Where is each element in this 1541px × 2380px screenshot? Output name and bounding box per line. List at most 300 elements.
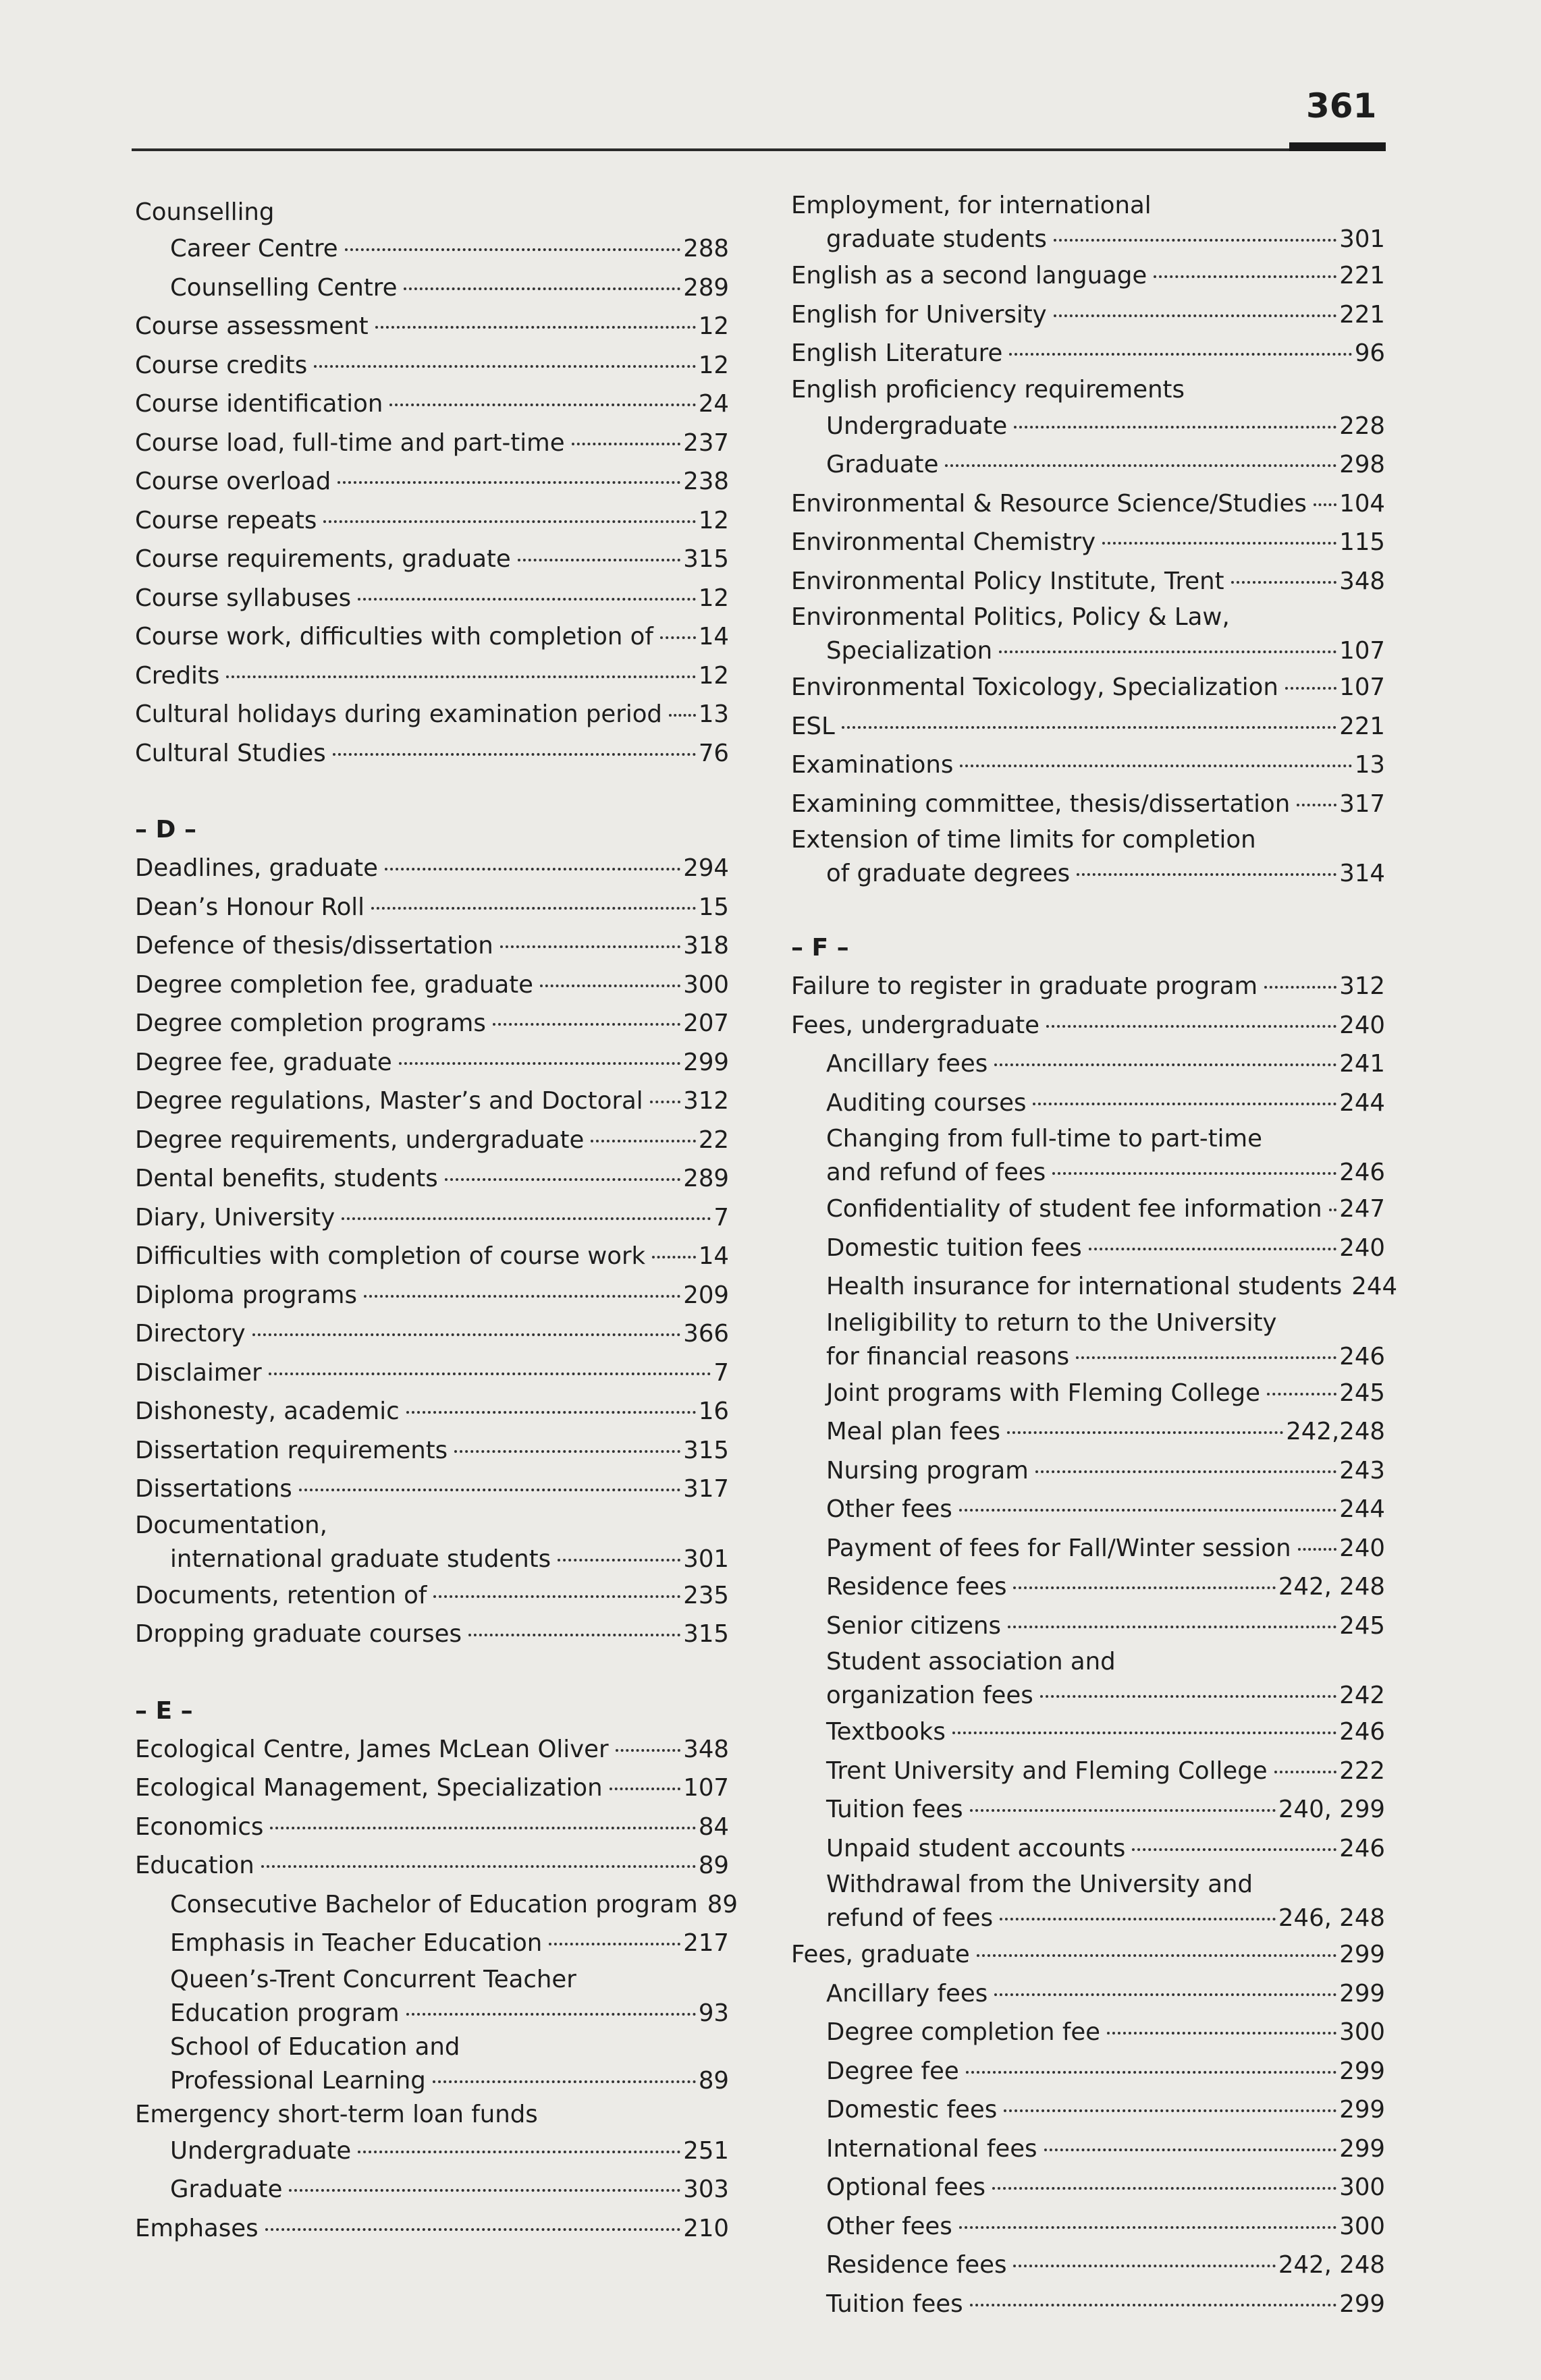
index-entry	[135, 1846, 729, 1885]
dot-leader	[406, 2013, 696, 2016]
index-page-ref: 221	[1339, 262, 1385, 289]
dot-leader	[261, 1865, 696, 1868]
index-entry	[791, 256, 1385, 296]
index-page-ref: 245	[1339, 1611, 1385, 1640]
index-term: Joint programs with Fleming College	[826, 1379, 1261, 1407]
index-term: Withdrawal from the University and	[826, 1871, 1253, 1898]
dot-leader	[1054, 314, 1337, 317]
dot-leader	[1077, 873, 1336, 876]
index-page-ref: 298	[1339, 451, 1385, 478]
index-page-ref: 93	[698, 1999, 729, 2027]
dot-leader	[994, 1063, 1336, 1066]
index-term: Course credits	[135, 351, 308, 379]
index-term: Environmental Politics, Policy & Law,	[791, 603, 1230, 631]
dot-leader	[1076, 1356, 1336, 1359]
dot-leader	[1035, 1470, 1336, 1473]
index-term: Tuition fees	[826, 1796, 963, 1823]
dot-leader	[1007, 1431, 1283, 1434]
index-term: Dean’s Honour Roll	[135, 893, 365, 921]
index-entry	[135, 695, 729, 734]
index-term: Counselling	[135, 198, 275, 226]
dot-leader	[468, 1634, 680, 1636]
dot-leader	[433, 2080, 696, 2083]
index-page-ref: 317	[683, 1475, 729, 1503]
index-entry	[135, 657, 729, 696]
index-term: Degree regulations, Master’s and Doctoral	[135, 1087, 643, 1115]
dot-leader	[1008, 1626, 1336, 1628]
index-page-ref: 242,248	[1286, 1418, 1385, 1445]
index-entry	[791, 562, 1385, 601]
dot-leader	[842, 726, 1336, 729]
index-entry	[791, 1713, 1385, 1752]
index-page-ref: 300	[1339, 2174, 1385, 2201]
index-term: English proficiency requirements	[791, 375, 1185, 404]
dot-leader	[1329, 1209, 1337, 1211]
index-term: Fees, undergraduate	[791, 1011, 1040, 1039]
index-entry	[135, 1392, 729, 1431]
dot-leader	[269, 1373, 711, 1375]
index-page-ref: 209	[683, 1281, 729, 1309]
index-term: English as a second language	[791, 262, 1147, 289]
index-entry	[135, 617, 729, 657]
index-page-ref: 299	[1339, 2096, 1385, 2124]
index-entry	[135, 1997, 729, 2030]
index-term: refund of fees	[826, 1904, 994, 1932]
index-term: Nursing program	[826, 1456, 1029, 1485]
dot-leader	[945, 464, 1336, 467]
index-term: School of Education and	[170, 2032, 460, 2061]
index-entry	[791, 1267, 1398, 1306]
index-entry	[791, 523, 1385, 562]
index-page-ref: 240	[1339, 1011, 1385, 1039]
index-entry	[135, 1615, 729, 1654]
index-term: Diary, University	[135, 1203, 335, 1231]
index-entry	[135, 540, 729, 579]
index-term: Environmental Toxicology, Specialization	[791, 673, 1278, 701]
index-term: Education program	[170, 1999, 400, 2027]
index-entry	[791, 1340, 1385, 1374]
index-entry	[791, 1752, 1385, 1791]
index-entry	[791, 334, 1385, 373]
index-page-ref: 222	[1339, 1756, 1385, 1785]
index-term: Student association and	[826, 1648, 1116, 1676]
index-entry	[135, 734, 729, 773]
index-page-ref: 243	[1339, 1456, 1385, 1485]
index-page-ref: 12	[698, 661, 729, 690]
index-term: Course load, full-time and part-time	[135, 428, 565, 457]
index-entry	[791, 1084, 1385, 1123]
dot-leader	[1132, 1848, 1336, 1851]
index-entry	[791, 1790, 1385, 1829]
index-term: Professional Learning	[170, 2066, 426, 2095]
index-page-ref: 300	[683, 970, 729, 999]
index-term: for financial reasons	[826, 1342, 1070, 1371]
dot-leader	[345, 248, 681, 251]
index-page-ref: 299	[1339, 2134, 1385, 2163]
index-page-ref: 300	[1339, 2212, 1385, 2240]
index-term: Changing from full-time to part-time	[826, 1125, 1262, 1153]
index-entry	[135, 2132, 729, 2171]
index-page-ref: 14	[698, 1242, 729, 1270]
index-page-ref: 244	[1351, 1273, 1398, 1300]
index-page-ref: 115	[1339, 528, 1385, 556]
dot-leader	[518, 559, 680, 561]
index-term: organization fees	[826, 1682, 1033, 1709]
index-page-ref: 247	[1339, 1195, 1385, 1223]
index-page-ref: 12	[698, 312, 729, 340]
index-entry	[135, 1043, 729, 1082]
index-term: Residence fees	[826, 2251, 1007, 2279]
index-page-ref: 299	[1339, 1941, 1385, 1968]
index-term: Domestic tuition fees	[826, 1234, 1082, 1262]
index-term: Dental benefits, students	[135, 1165, 438, 1192]
index-term: Course identification	[135, 390, 383, 418]
index-term: Ineligibility to return to the University	[826, 1308, 1277, 1337]
index-page-ref: 289	[683, 273, 729, 302]
index-entry	[135, 1576, 729, 1615]
index-entry	[135, 501, 729, 541]
index-page-ref: 22	[698, 1126, 729, 1154]
index-page-ref: 96	[1354, 339, 1385, 367]
index-page-ref: 251	[683, 2136, 729, 2165]
index-entry	[135, 888, 729, 927]
index-term: graduate students	[826, 225, 1047, 253]
index-entry	[135, 1237, 729, 1276]
index-page-ref: 245	[1339, 1379, 1385, 1407]
index-term: Deadlines, graduate	[135, 854, 379, 882]
index-page-ref: 242, 248	[1278, 1573, 1385, 1601]
index-term: Ecological Centre, James McLean Oliver	[135, 1735, 609, 1763]
dot-leader	[1107, 2032, 1336, 2035]
index-term: Difficulties with completion of course work	[135, 1242, 646, 1270]
index-page-ref: 238	[683, 468, 729, 495]
index-term: Consecutive Bachelor of Education program	[170, 1890, 698, 1918]
index-entry	[135, 1924, 729, 1963]
index-page-ref: 89	[698, 1852, 729, 1879]
dot-leader	[1033, 1103, 1336, 1105]
dot-leader	[1013, 2265, 1275, 2267]
index-term: Failure to register in graduate program	[791, 972, 1258, 1000]
index-term: Dropping graduate courses	[135, 1620, 462, 1648]
index-term: Payment of fees for Fall/Winter session	[826, 1534, 1291, 1562]
index-term: ESL	[791, 712, 835, 740]
dot-leader	[591, 1140, 695, 1142]
index-entry	[791, 1568, 1385, 1607]
index-entry	[791, 1679, 1385, 1713]
index-page-ref: 107	[1339, 673, 1385, 701]
index-term: Optional fees	[826, 2174, 986, 2201]
index-page-ref: 315	[683, 1436, 729, 1464]
index-column-left	[135, 196, 738, 2248]
index-page-ref: 317	[1339, 790, 1385, 818]
dot-leader	[650, 1101, 681, 1103]
index-term: Undergraduate	[170, 2136, 352, 2165]
dot-leader	[404, 287, 680, 290]
index-term: Domestic fees	[826, 2096, 998, 2124]
index-term: Residence fees	[826, 1573, 1007, 1601]
dot-leader	[323, 520, 695, 523]
index-entry	[135, 966, 729, 1005]
index-term: Environmental Policy Institute, Trent	[791, 567, 1224, 595]
index-term: Trent University and Fleming College	[826, 1756, 1268, 1785]
index-page-ref: 314	[1339, 860, 1385, 887]
dot-leader	[970, 2304, 1337, 2306]
index-column-right	[791, 189, 1398, 2323]
index-entry	[791, 1045, 1385, 1084]
index-page-ref: 107	[1339, 637, 1385, 665]
index-term: Emergency short-term loan funds	[135, 2100, 538, 2128]
dot-leader	[1264, 986, 1336, 989]
index-page-ref: 315	[683, 1620, 729, 1648]
index-page-ref: 240	[1339, 1534, 1385, 1562]
index-entry	[135, 926, 729, 966]
index-term: Degree fee, graduate	[135, 1048, 392, 1076]
index-term: Environmental Chemistry	[791, 528, 1096, 556]
index-entry	[135, 1769, 729, 1808]
dot-leader	[433, 1595, 680, 1598]
index-page-ref: 7	[713, 1203, 729, 1231]
index-term: Documentation,	[135, 1511, 327, 1539]
dot-leader	[385, 868, 680, 870]
dot-leader	[389, 404, 695, 406]
dot-leader	[572, 443, 681, 445]
index-term: Economics	[135, 1812, 264, 1841]
index-page-ref: 246	[1339, 1834, 1385, 1862]
dot-leader	[1004, 2109, 1336, 2112]
index-entry	[135, 2064, 729, 2098]
index-term: and refund of fees	[826, 1159, 1046, 1186]
index-term: Textbooks	[826, 1718, 946, 1746]
index-term: Education	[135, 1852, 254, 1879]
index-entry	[791, 1374, 1385, 1413]
index-term: Dishonesty, academic	[135, 1397, 400, 1425]
index-entry	[135, 424, 729, 463]
dot-leader	[1231, 581, 1337, 584]
index-entry	[135, 1314, 729, 1354]
index-term: Emphases	[135, 2214, 259, 2242]
index-term: Emphasis in Teacher Education	[170, 1929, 543, 1957]
index-page-ref: 301	[1339, 225, 1385, 253]
index-term: Undergraduate	[826, 412, 1008, 440]
index-term: Dissertations	[135, 1475, 292, 1503]
dot-leader	[299, 1489, 680, 1491]
index-term: Career Centre	[170, 235, 338, 262]
dot-leader	[660, 636, 696, 639]
index-entry	[135, 2209, 729, 2248]
dot-leader	[454, 1450, 680, 1453]
index-entry	[791, 634, 1385, 668]
index-term: Cultural holidays during examination period	[135, 700, 662, 728]
dot-leader	[966, 2071, 1337, 2074]
index-page-ref: 288	[683, 235, 729, 262]
dot-leader	[992, 2187, 1336, 2190]
index-term: English Literature	[791, 339, 1003, 367]
index-page-ref: 244	[1339, 1495, 1385, 1523]
index-page-ref: 13	[698, 700, 729, 728]
index-entry	[135, 462, 729, 501]
dot-leader	[959, 2226, 1336, 2229]
index-term: Ecological Management, Specialization	[135, 1774, 603, 1802]
index-entry	[791, 1412, 1385, 1451]
index-page-ref: 14	[698, 623, 729, 651]
index-entry	[791, 1529, 1385, 1568]
index-page-ref: 312	[1339, 972, 1385, 1000]
index-term: Unpaid student accounts	[826, 1834, 1126, 1862]
dot-leader	[265, 2228, 681, 2231]
index-page-ref: 348	[1339, 567, 1385, 595]
index-entry	[791, 1156, 1385, 1190]
index-term: Ancillary fees	[826, 1979, 988, 2008]
index-term: International fees	[826, 2134, 1037, 2163]
index-page-ref: 315	[683, 545, 729, 573]
index-page-ref: 237	[683, 428, 729, 457]
index-page-ref: 301	[683, 1545, 729, 1573]
index-term: Course requirements, graduate	[135, 545, 511, 573]
index-entry	[135, 307, 729, 346]
index-page-ref: 246	[1339, 1159, 1385, 1186]
dot-leader	[1102, 542, 1336, 545]
index-page-ref: 84	[698, 1812, 729, 1841]
dot-leader	[1052, 1172, 1336, 1175]
index-page-ref: 246	[1339, 1718, 1385, 1746]
index-entry	[791, 296, 1385, 335]
index-page-ref: 246, 248	[1278, 1904, 1385, 1932]
index-page-ref: 366	[683, 1320, 729, 1348]
index-term: Degree completion fee	[826, 2018, 1101, 2046]
dot-leader	[1274, 1771, 1337, 1773]
dot-leader	[358, 598, 696, 601]
index-page-ref: 244	[1339, 1088, 1385, 1117]
index-term: Ancillary fees	[826, 1050, 988, 1078]
index-term: international graduate students	[170, 1545, 551, 1573]
index-page-ref: 217	[683, 1929, 729, 1957]
index-entry	[791, 2013, 1385, 2052]
dot-leader	[371, 907, 696, 910]
index-entry	[135, 1431, 729, 1470]
dot-leader	[364, 1295, 680, 1298]
index-entry	[135, 1470, 729, 1509]
index-entry	[135, 1543, 729, 1576]
dot-leader	[399, 1062, 681, 1065]
index-term: Degree completion programs	[135, 1009, 486, 1037]
index-entry	[135, 1082, 729, 1121]
index-term: Course syllabuses	[135, 584, 352, 612]
dot-leader	[610, 1788, 681, 1790]
dot-leader	[1014, 426, 1336, 428]
dot-leader	[342, 1217, 711, 1220]
index-term: Degree fee	[826, 2057, 959, 2085]
index-entry	[135, 1885, 738, 1925]
index-page-ref: 221	[1339, 712, 1385, 740]
index-entry	[791, 445, 1385, 485]
dot-leader	[549, 1943, 680, 1945]
index-entry	[135, 1121, 729, 1160]
index-term: of graduate degrees	[826, 860, 1071, 887]
index-entry	[791, 1490, 1385, 1529]
index-page-ref: 241	[1339, 1050, 1385, 1078]
index-page-ref: 299	[1339, 2290, 1385, 2318]
index-page-ref: 13	[1354, 751, 1385, 779]
dot-leader	[289, 2189, 680, 2192]
dot-leader	[558, 1559, 680, 1561]
index-term: Defence of thesis/dissertation	[135, 932, 493, 960]
index-term: Course overload	[135, 468, 331, 495]
index-page-ref: 348	[683, 1735, 729, 1763]
index-entry	[791, 746, 1385, 785]
index-term: Confidentiality of student fee information	[826, 1195, 1322, 1223]
index-page-ref: 242, 248	[1278, 2251, 1385, 2279]
index-entry	[791, 2091, 1385, 2130]
index-entry	[135, 1004, 729, 1043]
dot-leader	[999, 651, 1336, 653]
index-term: Cultural Studies	[135, 739, 326, 767]
index-term: Senior citizens	[826, 1611, 1001, 1640]
index-entry	[791, 2207, 1385, 2246]
index-term: Employment, for international	[791, 192, 1152, 219]
dot-leader	[358, 2151, 680, 2153]
index-entry	[791, 2130, 1385, 2169]
dot-leader	[314, 365, 696, 368]
dot-leader	[406, 1411, 696, 1414]
index-page-ref: 318	[683, 932, 729, 960]
index-page-ref: 107	[683, 1774, 729, 1802]
index-term: Course work, difficulties with completion of	[135, 623, 653, 651]
index-entry	[791, 1607, 1385, 1646]
index-page-ref: 240	[1339, 1234, 1385, 1262]
index-term: Dissertation requirements	[135, 1436, 448, 1464]
index-term: Disclaimer	[135, 1358, 262, 1387]
index-entry	[791, 1229, 1385, 1268]
index-entry	[135, 1808, 729, 1847]
dot-leader	[445, 1178, 680, 1181]
index-page-ref: 89	[707, 1890, 738, 1918]
page-number: 361	[1306, 86, 1377, 126]
dot-leader	[333, 753, 696, 756]
index-term: Extension of time limits for completion	[791, 826, 1256, 854]
index-page-ref: 299	[683, 1048, 729, 1076]
dot-leader	[1285, 687, 1336, 690]
dot-leader	[1046, 1025, 1336, 1028]
dot-leader	[970, 1809, 1276, 1812]
index-entry	[791, 1935, 1385, 1974]
index-term: Graduate	[826, 451, 939, 478]
index-term: Degree completion fee, graduate	[135, 970, 534, 999]
dot-leader	[1054, 239, 1336, 242]
index-section-heading: – F –	[791, 934, 849, 962]
index-page-ref: 12	[698, 584, 729, 612]
dot-leader	[1154, 275, 1336, 278]
index-entry	[791, 1902, 1385, 1935]
index-term: Specialization	[826, 637, 993, 665]
index-term: Fees, graduate	[791, 1941, 970, 1968]
index-page-ref: 242	[1339, 1682, 1385, 1709]
index-term: Queen’s-Trent Concurrent Teacher	[170, 1965, 576, 1993]
index-entry	[135, 849, 729, 888]
index-entry	[791, 668, 1385, 707]
index-page-ref: 294	[683, 854, 729, 882]
index-entry	[791, 485, 1385, 524]
index-entry	[791, 2052, 1385, 2091]
dot-leader	[977, 1954, 1337, 1957]
index-entry	[791, 223, 1385, 256]
index-term: Meal plan fees	[826, 1418, 1000, 1445]
index-page-ref: 299	[1339, 1979, 1385, 2008]
index-page-ref: 312	[683, 1087, 729, 1115]
index-entry	[135, 346, 729, 385]
index-term: Documents, retention of	[135, 1581, 427, 1609]
index-entry	[791, 1190, 1385, 1229]
index-entry	[135, 2170, 729, 2209]
